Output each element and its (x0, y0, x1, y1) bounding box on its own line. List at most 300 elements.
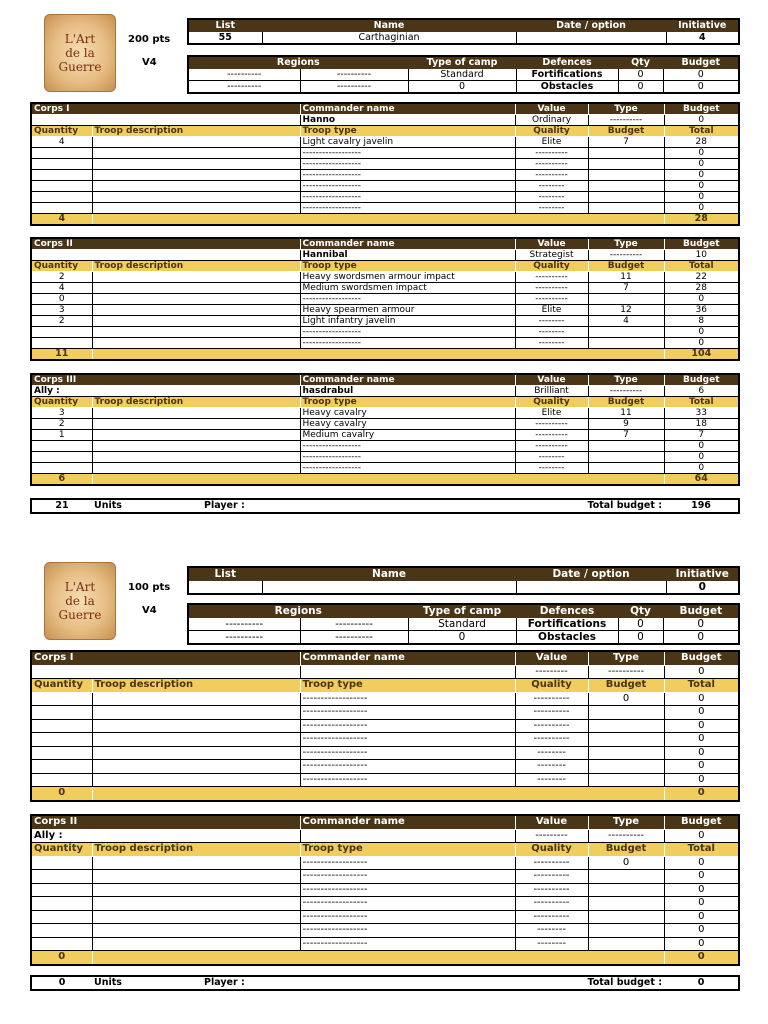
troop-description-field[interactable] (92, 856, 300, 870)
commander-value-select[interactable]: Strategist (515, 250, 588, 261)
camp-type-select[interactable]: Standard (408, 618, 516, 631)
troop-description-field[interactable] (92, 452, 300, 463)
commander-type-select[interactable]: ---------- (588, 829, 664, 843)
quantity-field[interactable]: 1 (31, 430, 92, 441)
quality-select[interactable]: ---------- (515, 719, 588, 733)
troop-description-field[interactable] (92, 305, 300, 316)
commander-name-field[interactable] (300, 829, 515, 843)
row-total: 0 (664, 294, 739, 305)
troop-type-select[interactable]: ------------------ (300, 192, 515, 203)
troop-row (31, 203, 739, 214)
logo-text-line2: de la (65, 46, 95, 60)
name-label: Name (262, 19, 516, 32)
obstacles-qty-field[interactable]: 0 (618, 81, 663, 94)
quantity-field[interactable] (31, 910, 92, 924)
commander-budget: 0 (664, 115, 739, 126)
troop-row (31, 137, 739, 148)
troop-description-field[interactable] (92, 883, 300, 897)
quality-select[interactable]: ---------- (515, 733, 588, 747)
troop-type-select[interactable]: Heavy cavalry (300, 419, 515, 430)
troop-row (31, 937, 739, 951)
troop-type-select[interactable]: ------------------ (300, 897, 515, 911)
quality-select[interactable]: ---------- (515, 441, 588, 452)
troop-type-col-header: Troop type (300, 261, 515, 272)
row-total: 0 (664, 746, 739, 760)
troop-type-select[interactable]: ------------------ (300, 338, 515, 349)
row-total: 7 (664, 430, 739, 441)
quality-select[interactable]: Elite (515, 305, 588, 316)
troop-row (31, 283, 739, 294)
troop-description-field[interactable] (92, 283, 300, 294)
troop-description-field[interactable] (92, 137, 300, 148)
player-field[interactable] (202, 499, 462, 513)
obstacles-qty-field[interactable]: 0 (618, 631, 663, 645)
quantity-field[interactable] (31, 706, 92, 720)
unit-budget (588, 148, 664, 159)
region-select-1[interactable]: ---------- (188, 618, 300, 631)
quality-select[interactable]: -------- (515, 203, 588, 214)
quantity-field[interactable] (31, 937, 92, 951)
quality-select[interactable]: -------- (515, 773, 588, 787)
troop-type-select[interactable]: Light infantry javelin (300, 316, 515, 327)
army-summary-bar (30, 975, 740, 991)
troop-description-field[interactable] (92, 419, 300, 430)
troop-type-select[interactable]: Heavy swordsmen armour impact (300, 272, 515, 283)
unit-budget: 4 (588, 316, 664, 327)
unit-budget: 7 (588, 430, 664, 441)
commander-type-select[interactable]: ---------- (588, 386, 664, 397)
commander-budget: 0 (664, 829, 739, 843)
troop-type-select[interactable]: ------------------ (300, 856, 515, 870)
unit-budget: 12 (588, 305, 664, 316)
commander-value-label: Value (515, 651, 588, 665)
army-points: 100 pts (128, 582, 171, 593)
quality-select[interactable]: -------- (515, 192, 588, 203)
troop-type-select[interactable]: ------------------ (300, 463, 515, 474)
troop-type-select[interactable]: ------------------ (300, 203, 515, 214)
troop-type-select[interactable]: ------------------ (300, 910, 515, 924)
quantity-field[interactable] (31, 192, 92, 203)
row-total: 0 (664, 924, 739, 938)
quality-select[interactable]: ---------- (515, 883, 588, 897)
initiative-value: 4 (666, 32, 739, 45)
quantity-field[interactable] (31, 452, 92, 463)
row-total: 0 (664, 203, 739, 214)
quality-col-header: Quality (515, 679, 588, 693)
troop-type-select[interactable]: ------------------ (300, 692, 515, 706)
commander-budget-label: Budget (664, 651, 739, 665)
obstacles-label: Obstacles (516, 81, 618, 94)
player-field[interactable] (202, 976, 462, 990)
troop-row (31, 181, 739, 192)
total-budget-label: Total budget : (587, 977, 662, 989)
quantity-field[interactable] (31, 338, 92, 349)
quality-select[interactable]: ---------- (515, 272, 588, 283)
regions-defences-table (187, 603, 740, 645)
troop-description-field[interactable] (92, 937, 300, 951)
troop-row (31, 272, 739, 283)
quality-select[interactable]: ---------- (515, 897, 588, 911)
commander-type-label: Type (588, 374, 664, 386)
fortifications-budget: 0 (663, 69, 739, 81)
date-option-label: Date / option (516, 19, 666, 32)
commander-name-field[interactable] (300, 665, 515, 679)
unit-budget (588, 192, 664, 203)
army-name-field[interactable] (262, 581, 516, 595)
troop-description-field[interactable] (92, 463, 300, 474)
troop-type-select[interactable]: ------------------ (300, 294, 515, 305)
date-option-field[interactable] (516, 581, 666, 595)
corps-title: Corps I (31, 651, 300, 665)
troop-type-select[interactable]: ------------------ (300, 706, 515, 720)
quantity-field[interactable] (31, 746, 92, 760)
total-col-header: Total (664, 397, 739, 408)
corps-footer-spacer (92, 787, 664, 801)
troop-description-field[interactable] (92, 706, 300, 720)
troop-description-field[interactable] (92, 327, 300, 338)
troop-row (31, 924, 739, 938)
troop-type-select[interactable]: ------------------ (300, 773, 515, 787)
commander-value-select[interactable]: Ordinary (515, 115, 588, 126)
region-select-2[interactable]: ---------- (300, 69, 408, 81)
unit-budget (588, 441, 664, 452)
troop-type-select[interactable]: Medium swordsmen impact (300, 283, 515, 294)
troop-description-field[interactable] (92, 760, 300, 774)
commander-value-label: Value (515, 815, 588, 829)
quantity-field[interactable] (31, 773, 92, 787)
quality-select[interactable]: ---------- (515, 856, 588, 870)
quantity-field[interactable] (31, 719, 92, 733)
troop-type-select[interactable]: ------------------ (300, 170, 515, 181)
region-select-4[interactable]: ---------- (300, 81, 408, 94)
quality-select[interactable]: -------- (515, 760, 588, 774)
quantity-col-header: Quantity (31, 843, 92, 857)
commander-name-field[interactable]: Hanno (300, 115, 515, 126)
camp-type-select[interactable]: Standard (408, 69, 516, 81)
qty-label: Qty (618, 604, 663, 618)
ally-label: Ally : (31, 829, 300, 843)
region-select-3[interactable]: ---------- (188, 81, 300, 94)
quality-col-header: Quality (515, 261, 588, 272)
troop-description-field[interactable] (92, 408, 300, 419)
quantity-col-header: Quantity (31, 679, 92, 693)
commander-type-select[interactable]: ---------- (588, 665, 664, 679)
total-budget-label: Total budget : (587, 500, 662, 512)
fortifications-qty-field[interactable]: 0 (618, 618, 663, 631)
quantity-field[interactable] (31, 203, 92, 214)
quality-select[interactable]: ---------- (515, 692, 588, 706)
troop-type-col-header: Troop type (300, 126, 515, 137)
quality-select[interactable]: -------- (515, 327, 588, 338)
quality-col-header: Quality (515, 126, 588, 137)
list-number-field[interactable] (188, 581, 262, 595)
quality-select[interactable]: ---------- (515, 170, 588, 181)
region-select-4[interactable]: ---------- (300, 631, 408, 645)
troop-type-select[interactable]: ------------------ (300, 719, 515, 733)
commander-type-label: Type (588, 103, 664, 115)
obstacles-label: Obstacles (516, 631, 618, 645)
troop-type-select[interactable]: ------------------ (300, 760, 515, 774)
troop-description-col-header: Troop description (92, 126, 300, 137)
troop-row (31, 910, 739, 924)
quantity-field[interactable]: 4 (31, 137, 92, 148)
troop-row (31, 294, 739, 305)
quality-select[interactable]: Elite (515, 408, 588, 419)
commander-name-label: Commander name (300, 651, 515, 665)
region-select-2[interactable]: ---------- (300, 618, 408, 631)
quantity-field[interactable] (31, 148, 92, 159)
troop-description-col-header: Troop description (92, 679, 300, 693)
corps-table (30, 650, 740, 802)
quantity-field[interactable]: 4 (31, 283, 92, 294)
quality-select[interactable]: -------- (515, 937, 588, 951)
troop-type-select[interactable]: ------------------ (300, 327, 515, 338)
troop-description-field[interactable] (92, 338, 300, 349)
corps-footer-spacer (92, 951, 664, 965)
troop-type-select[interactable]: Light cavalry javelin (300, 137, 515, 148)
commander-budget-label: Budget (664, 815, 739, 829)
quantity-col-header: Quantity (31, 397, 92, 408)
name-label: Name (262, 567, 516, 581)
quality-select[interactable]: ---------- (515, 294, 588, 305)
troop-description-field[interactable] (92, 441, 300, 452)
corps-budget-total: 28 (664, 214, 739, 226)
commander-value-label: Value (515, 238, 588, 250)
commander-name-field[interactable]: hasdrabul (300, 386, 515, 397)
quantity-field[interactable] (31, 159, 92, 170)
troop-type-select[interactable]: ------------------ (300, 746, 515, 760)
date-option-label: Date / option (516, 567, 666, 581)
troop-description-field[interactable] (92, 170, 300, 181)
commander-value-select[interactable]: Brilliant (515, 386, 588, 397)
budget-col-header: Budget (588, 397, 664, 408)
unit-budget: 0 (588, 692, 664, 706)
unit-budget: 7 (588, 137, 664, 148)
player-label: Player : (204, 977, 245, 989)
corps-quantity-total: 6 (31, 474, 92, 486)
troop-type-col-header: Troop type (300, 397, 515, 408)
quantity-field[interactable] (31, 181, 92, 192)
quantity-field[interactable]: 2 (31, 272, 92, 283)
fortifications-budget: 0 (663, 618, 739, 631)
troop-type-select[interactable]: ------------------ (300, 181, 515, 192)
row-total: 0 (664, 760, 739, 774)
troop-description-field[interactable] (92, 924, 300, 938)
quantity-field[interactable] (31, 924, 92, 938)
quality-select[interactable]: -------- (515, 746, 588, 760)
troop-description-field[interactable] (92, 203, 300, 214)
unit-budget (588, 746, 664, 760)
commander-name-label: Commander name (300, 238, 515, 250)
logo-text-line2: de la (65, 594, 95, 608)
corps-table (30, 102, 740, 226)
troop-description-field[interactable] (92, 733, 300, 747)
quantity-field[interactable]: 3 (31, 408, 92, 419)
quality-select[interactable]: -------- (515, 463, 588, 474)
troop-description-field[interactable] (92, 910, 300, 924)
commander-value-select[interactable]: --------- (515, 665, 588, 679)
fortifications-label: Fortifications (516, 618, 618, 631)
unit-budget: 9 (588, 419, 664, 430)
troop-type-select[interactable]: ------------------ (300, 441, 515, 452)
quality-select[interactable]: ---------- (515, 148, 588, 159)
troop-description-field[interactable] (92, 148, 300, 159)
troop-type-select[interactable]: ------------------ (300, 883, 515, 897)
troop-type-select[interactable]: ------------------ (300, 733, 515, 747)
commander-name-field[interactable]: Hannibal (300, 250, 515, 261)
troop-row (31, 746, 739, 760)
quality-select[interactable]: Elite (515, 137, 588, 148)
quantity-field[interactable] (31, 463, 92, 474)
date-option-field[interactable] (516, 32, 666, 45)
troop-description-field[interactable] (92, 316, 300, 327)
troop-description-field[interactable] (92, 272, 300, 283)
quantity-field[interactable] (31, 856, 92, 870)
commander-type-select[interactable]: ---------- (588, 250, 664, 261)
commander-budget-label: Budget (664, 103, 739, 115)
troop-description-field[interactable] (92, 746, 300, 760)
commander-budget-label: Budget (664, 238, 739, 250)
row-total: 0 (664, 452, 739, 463)
logo-text-line3: Guerre (58, 608, 102, 622)
row-total: 22 (664, 272, 739, 283)
quality-select[interactable]: -------- (515, 452, 588, 463)
commander-type-select[interactable]: ---------- (588, 115, 664, 126)
total-budget-value: 0 (697, 977, 705, 989)
troop-description-field[interactable] (92, 294, 300, 305)
list-header-table (187, 566, 740, 595)
corps-table (30, 237, 740, 361)
troop-type-select[interactable]: ------------------ (300, 148, 515, 159)
troop-type-select[interactable]: ------------------ (300, 937, 515, 951)
row-total: 0 (664, 338, 739, 349)
quantity-field[interactable]: 3 (31, 305, 92, 316)
quantity-field[interactable] (31, 760, 92, 774)
quality-select[interactable]: ---------- (515, 430, 588, 441)
corps-budget-total: 0 (664, 951, 739, 965)
quantity-field[interactable] (31, 327, 92, 338)
troop-row (31, 192, 739, 203)
quality-select[interactable]: -------- (515, 338, 588, 349)
quality-select[interactable]: ---------- (515, 283, 588, 294)
quality-select[interactable]: -------- (515, 924, 588, 938)
troop-row (31, 463, 739, 474)
troop-description-field[interactable] (92, 192, 300, 203)
troop-row (31, 159, 739, 170)
quantity-field[interactable] (31, 441, 92, 452)
commander-name-label: Commander name (300, 374, 515, 386)
troop-row (31, 773, 739, 787)
quantity-field[interactable] (31, 692, 92, 706)
troop-type-select[interactable]: Heavy cavalry (300, 408, 515, 419)
fortifications-qty-field[interactable]: 0 (618, 69, 663, 81)
defences-budget-label: Budget (663, 56, 739, 69)
list-number-field[interactable]: 55 (188, 32, 262, 45)
row-total: 0 (664, 937, 739, 951)
troop-row (31, 856, 739, 870)
troop-type-select[interactable]: ------------------ (300, 924, 515, 938)
quality-select[interactable]: ---------- (515, 419, 588, 430)
unit-budget (588, 883, 664, 897)
list-header-table (187, 18, 740, 45)
row-total: 18 (664, 419, 739, 430)
units-label: Units (94, 977, 122, 989)
row-total: 0 (664, 192, 739, 203)
row-total: 0 (664, 719, 739, 733)
troop-row (31, 883, 739, 897)
troop-description-field[interactable] (92, 897, 300, 911)
troop-description-field[interactable] (92, 719, 300, 733)
quality-select[interactable]: ---------- (515, 706, 588, 720)
lart-de-la-guerre-logo (44, 562, 116, 640)
logo-text-line1: L'Art (64, 580, 96, 594)
commander-type-label: Type (588, 815, 664, 829)
quality-select[interactable]: -------- (515, 316, 588, 327)
initiative-label: Initiative (666, 19, 739, 32)
corps-footer-spacer (92, 474, 664, 486)
commander-name-label: Commander name (300, 103, 515, 115)
defences-label: Defences (516, 604, 618, 618)
ally-label (31, 115, 300, 126)
commander-value-select[interactable]: --------- (515, 829, 588, 843)
troop-description-field[interactable] (92, 773, 300, 787)
troop-type-select[interactable]: Medium cavalry (300, 430, 515, 441)
quantity-field[interactable] (31, 870, 92, 884)
unit-budget (588, 910, 664, 924)
army-name-field[interactable]: Carthaginian (262, 32, 516, 45)
quantity-field[interactable] (31, 897, 92, 911)
quality-select[interactable]: ---------- (515, 870, 588, 884)
row-total: 0 (664, 441, 739, 452)
troop-description-field[interactable] (92, 870, 300, 884)
quantity-field[interactable] (31, 733, 92, 747)
obstacles-budget: 0 (663, 631, 739, 645)
quality-select[interactable]: ---------- (515, 910, 588, 924)
troop-description-field[interactable] (92, 692, 300, 706)
region-select-3[interactable]: ---------- (188, 631, 300, 645)
row-total: 0 (664, 692, 739, 706)
commander-value-label: Value (515, 103, 588, 115)
camp-budget: 0 (408, 631, 516, 645)
quality-select[interactable]: -------- (515, 181, 588, 192)
quantity-field[interactable] (31, 883, 92, 897)
corps-budget-total: 104 (664, 349, 739, 361)
troop-type-select[interactable]: Heavy spearmen armour (300, 305, 515, 316)
troop-type-select[interactable]: ------------------ (300, 159, 515, 170)
troop-description-field[interactable] (92, 159, 300, 170)
troop-description-col-header: Troop description (92, 397, 300, 408)
troop-description-field[interactable] (92, 430, 300, 441)
troop-row (31, 897, 739, 911)
region-select-1[interactable]: ---------- (188, 69, 300, 81)
troop-description-field[interactable] (92, 181, 300, 192)
quantity-field[interactable] (31, 170, 92, 181)
quality-select[interactable]: ---------- (515, 159, 588, 170)
quantity-field[interactable]: 2 (31, 316, 92, 327)
troop-type-select[interactable]: ------------------ (300, 870, 515, 884)
troop-type-select[interactable]: ------------------ (300, 452, 515, 463)
fortifications-label: Fortifications (516, 69, 618, 81)
list-label: List (188, 19, 262, 32)
unit-budget (588, 870, 664, 884)
corps-table (30, 814, 740, 966)
row-total: 0 (664, 870, 739, 884)
quantity-field[interactable]: 0 (31, 294, 92, 305)
corps-footer-spacer (92, 214, 664, 226)
quantity-field[interactable]: 2 (31, 419, 92, 430)
unit-budget (588, 294, 664, 305)
army-points: 200 pts (128, 34, 171, 45)
